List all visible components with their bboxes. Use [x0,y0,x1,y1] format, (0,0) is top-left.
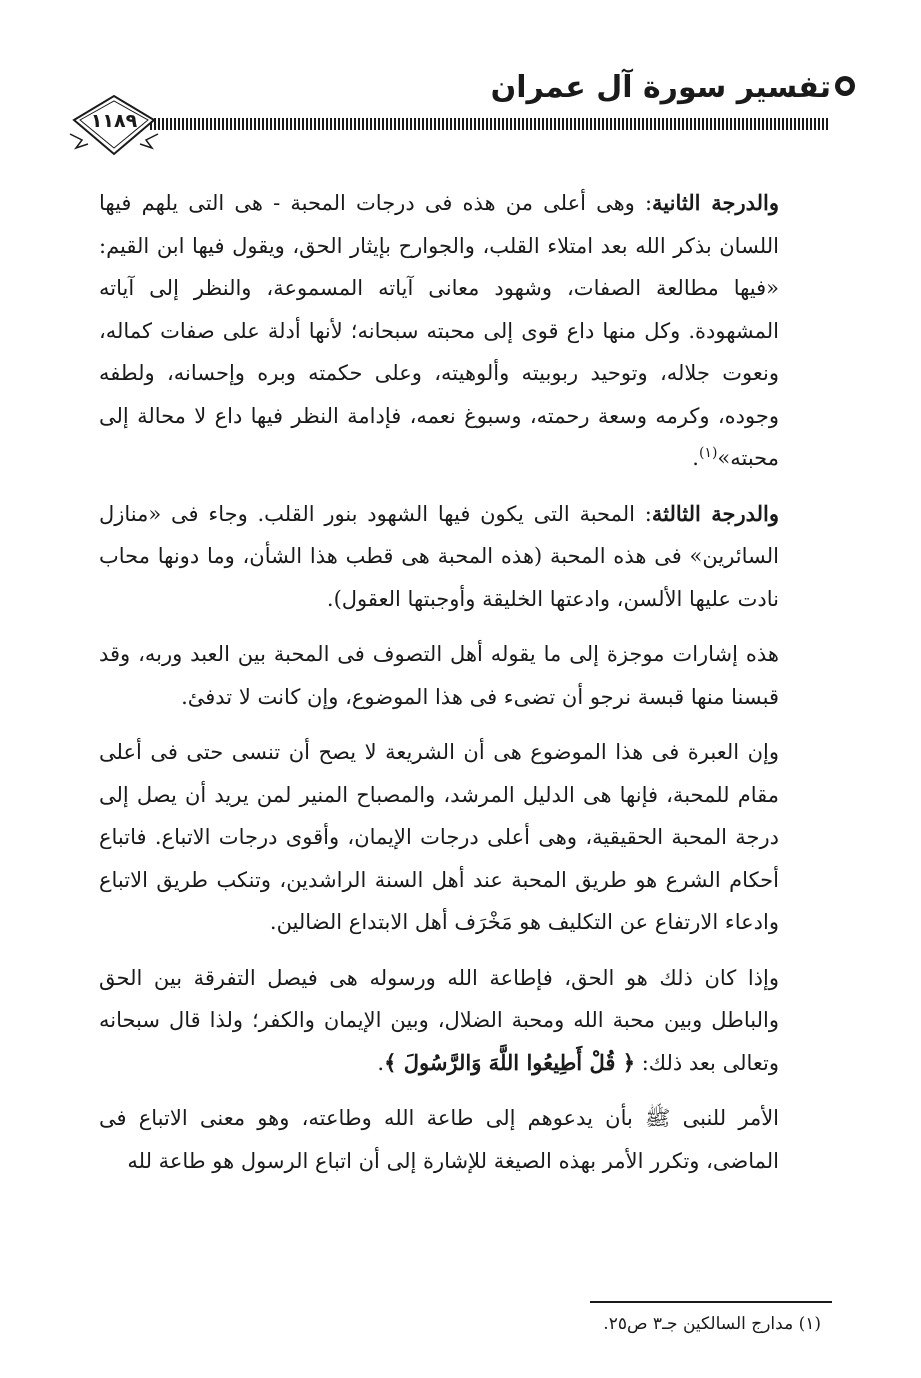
footnote-separator [590,1301,832,1303]
paragraph [99,731,809,944]
paragraph-lead: والدرجة الثالثة [651,500,779,526]
paragraph-text: : المحبة التى يكون فيها الشهود بنور القلب. وجاء فى «منازل السائرين» فى هذه المحبة (هذه المحبة هى قطب هذا الشأن، وما دونها محاب نادت عليها الألسن، وادعتها الخليقة وأوجبتها العقول). [99,501,779,611]
paragraph-text: هذه إشارات موجزة إلى ما يقوله أهل التصوف فى المحبة بين العبد وربه، وقد قبسنا منها قبسة نرجو أن تضىء فى هذا الموضوع، وإن كانت لا تدفئ. [99,642,779,709]
paragraph [99,957,809,1085]
paragraph-degree-two [99,182,809,480]
paragraph [99,1097,809,1182]
page-number: ١١٨٩ [90,110,138,132]
paragraph-lead: والدرجة الثانية [652,190,779,215]
header-hatched-rule [150,118,830,130]
paragraph-text: وإذا كان ذلك هو الحق، فإطاعة الله ورسوله هى فيصل التفرقة بين الحق والباطل وبين محبة الله ومحبة الضلال، وبين الإيمان والكفر؛ ولذا قال سبحانه وتعالى بعد ذلك: [99,965,779,1075]
quran-verse: ﴿ قُلْ أَطِيعُوا اللَّهَ وَالرَّسُولَ ﴾ [384,1049,636,1075]
paragraph-text: الأمر للنبى ﷺ بأن يدعوهم إلى طاعة الله وطاعته، وهو معنى الاتباع فى الماضى، وتكرر الأمر بهذه الصيغة للإشارة إلى أن اتباع الرسول هو طاعة لله [99,1106,779,1173]
header-ornament-icon [835,76,855,96]
running-header-title: تفسير سورة آل عمران [490,70,831,105]
footnote-reference: (١) [698,445,718,461]
paragraph [99,633,809,718]
paragraph-degree-three [99,493,809,621]
paragraph-tail: . [692,446,699,470]
body-text [99,182,809,1182]
paragraph-text: وإن العبرة فى هذا الموضوع هى أن الشريعة لا يصح أن تنسى حتى فى أعلى مقام للمحبة، فإنها هى الدليل المرشد، والمصباح المنير لمن يريد أن يصل إلى درجة المحبة الحقيقية، وهى أعلى درجات الإيمان، وأقوى درجات الاتباع. فاتباع أحكام الشرع هو طريق المحبة عند أهل السنة الراشدين، وتنكب طريق الاتباع وادعاء الارتفاع عن التكليف هو مَخْرَف أهل الابتداع الضالين. [99,740,779,934]
footnote: (١) مدارج السالكين جـ٣ ص٢٥. [603,1314,821,1334]
paragraph-tail: . [377,1050,385,1075]
paragraph-text: : وهى أعلى من هذه فى درجات المحبة - هى التى يلهم فيها اللسان بذكر الله بعد امتلاء القلب، والجوارح بإيثار الحق، ويقول فيها ابن القيم: «فيها مطالعة الصفات، وشهود معانى آياته المسموعة، والنظر إلى آياته المشهودة. وكل منها داع قوى إلى محبته سبحانه؛ لأنها أدلة على صفات كماله، ونعوت جلاله، وتوحيد ربوبيته وألوهيته، وعلى حكمته وبره وإحسانه، ولطفه وجوده، وكرمه وسعة رحمته، وسبوغ نعمه، فإدامة النظر فيها داع لا محالة إلى محبته» [99,191,779,470]
